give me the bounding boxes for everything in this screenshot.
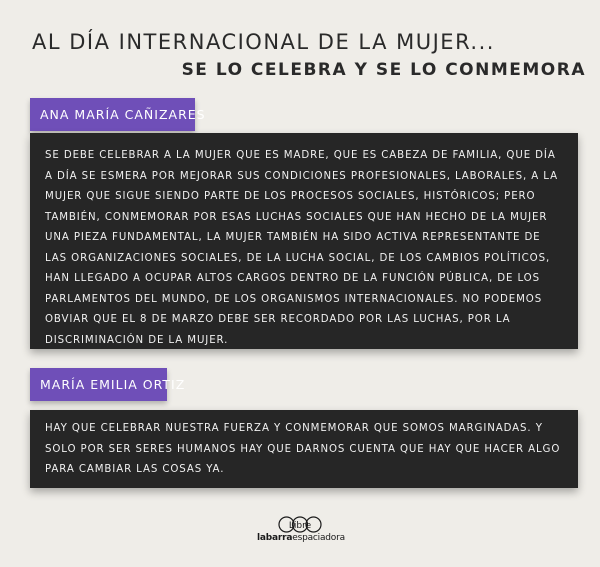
page-title: AL DÍA INTERNACIONAL DE LA MUJER... xyxy=(32,30,495,54)
logo-mark-text: Libre xyxy=(288,521,312,531)
brand-bold: labarra xyxy=(257,533,293,543)
quote-box: SE DEBE CELEBRAR A LA MUJER QUE ES MADRE, QUE ES CABEZA DE FAMILIA, QUE DÍA A DÍA SE ESMERA POR MEJORAR SUS CONDICIONES PROFESIONALES, LABORALES, A LA MUJER QUE SIGUE SIENDO PARTE DE LOS PROCESOS SOCIALES, HISTÓRICOS; PERO TAMBIÉN, CONMEMORAR POR ESAS LUCHAS SOCIALES QUE HAN HECHO DE LA MUJER UNA PIEZA FUNDAMENTAL, LA MUJER TAMBIÉN HA SIDO ACTIVA REPRESENTANTE DE LAS ORGANIZACIONES SOCIALES, DE LA LUCHA SOCIAL, DE LOS CAMBIOS POLÍTICOS, HAN LLEGADO A OCUPAR ALTOS CARGOS DENTRO DE LA FUNCIÓN PÚBLICA, DE LOS PARLAMENTOS DEL MUNDO, DE LOS ORGANISMOS INTERNACIONALES. NO PODEMOS OBVIAR QUE EL 8 DE MARZO DEBE SER RECORDADO POR LAS LUCHAS, POR LA DISCRIMINACIÓN DE LA MUJER. xyxy=(30,133,578,349)
libre-logo-icon xyxy=(278,516,322,533)
page-subtitle: SE LO CELEBRA Y SE LO CONMEMORA xyxy=(181,60,586,80)
brand-wordmark xyxy=(256,533,346,543)
speaker-name-tag: MARÍA EMILIA ORTIZ xyxy=(30,368,167,401)
brand-light: espaciadora xyxy=(292,533,345,543)
speaker-name-tag: ANA MARÍA CAÑIZARES xyxy=(30,98,195,131)
brand-logo xyxy=(256,516,346,546)
quote-box: HAY QUE CELEBRAR NUESTRA FUERZA Y CONMEMORAR QUE SOMOS MARGINADAS. Y SOLO POR SER SERES HUMANOS HAY QUE DARNOS CUENTA QUE HAY QUE HACER ALGO PARA CAMBIAR LAS COSAS YA. xyxy=(30,410,578,488)
